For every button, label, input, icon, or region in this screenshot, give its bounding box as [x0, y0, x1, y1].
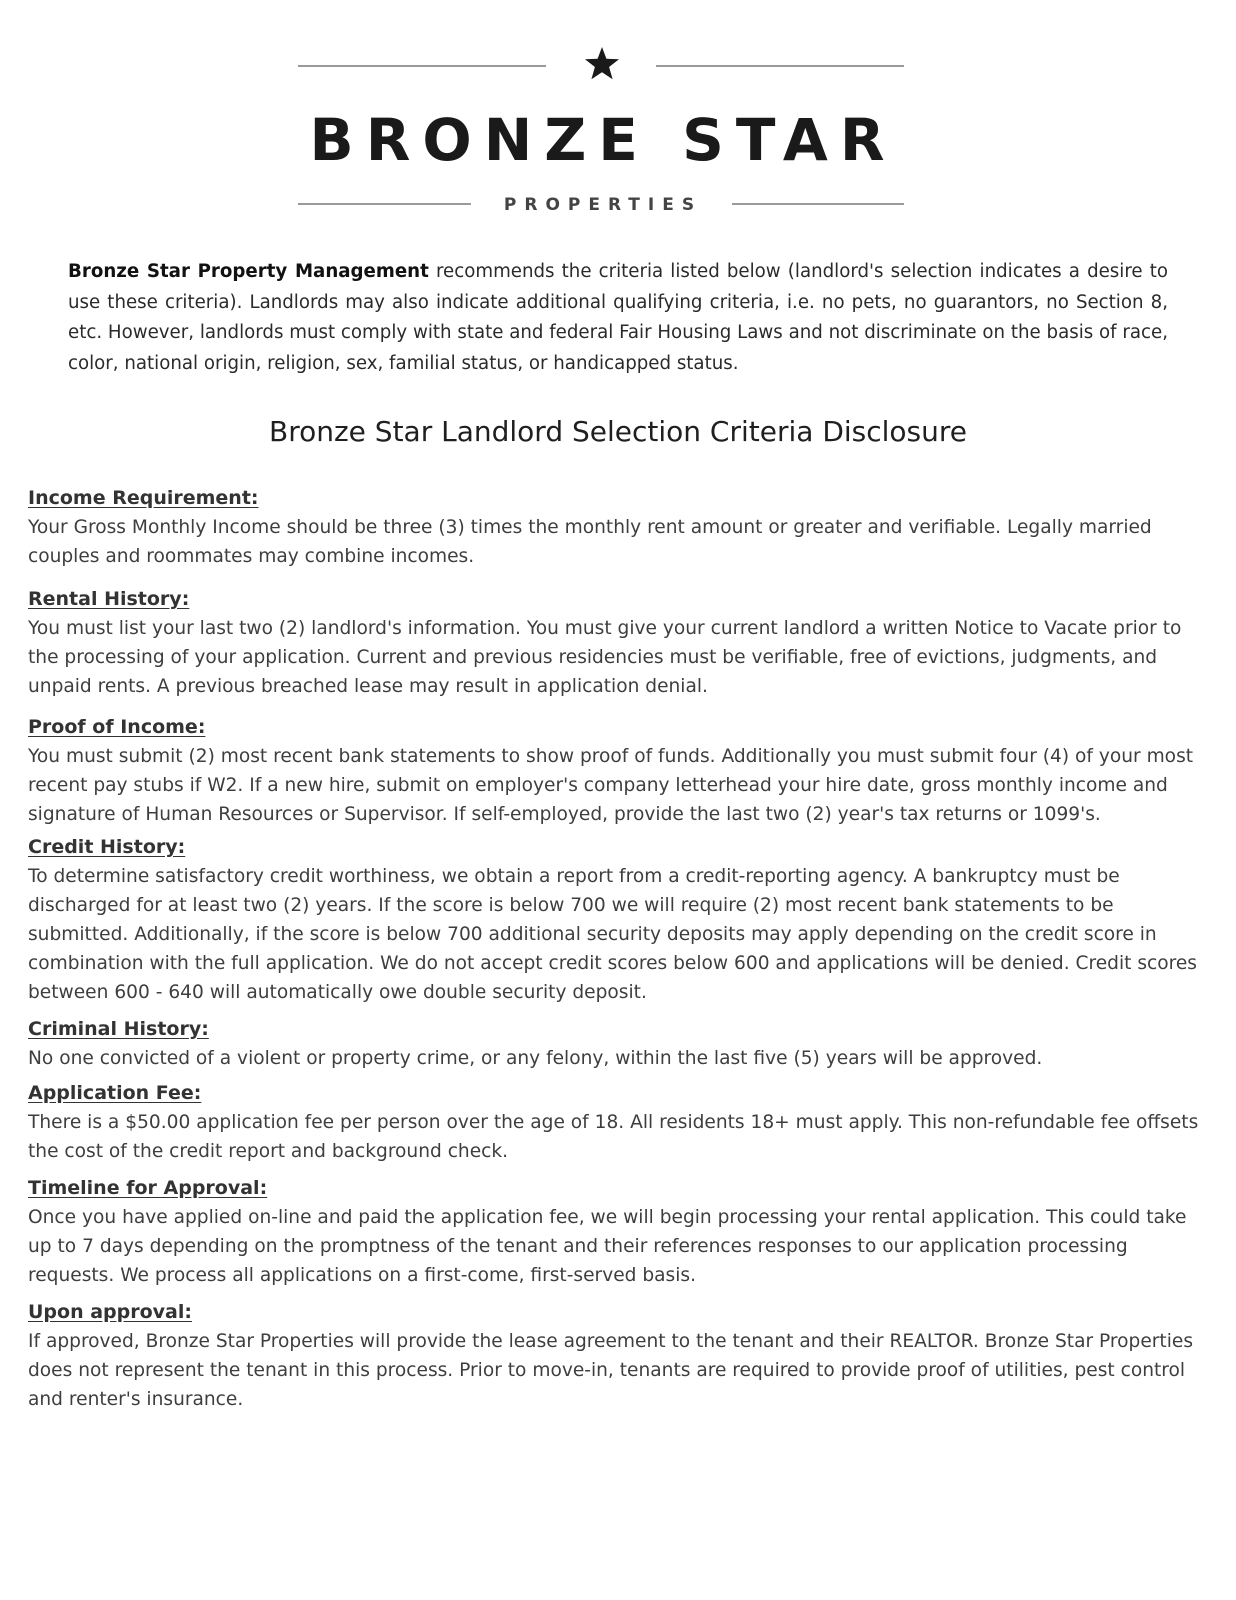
- section-body: To determine satisfactory credit worthiness, we obtain a report from a credit-reporting agency. A bankruptcy must be discharged for at least two (2) years. If the score is below 700 we will require (2) most recent bank statements to be submitted. Additionally, if the score is below 700 additional security deposits may apply depending on the credit score in combination with the full application. We do not accept credit scores below 600 and applications will be denied. Credit scores between 600 - 640 will automatically owe double security deposit.: [28, 866, 1197, 1003]
- section-credit-history: [28, 833, 1208, 1007]
- section-heading: Timeline for Approval:: [28, 1177, 268, 1199]
- section-heading: Credit History:: [28, 836, 186, 858]
- section-heading: Income Requirement:: [28, 487, 259, 509]
- logo-subtitle: PROPERTIES: [503, 195, 703, 215]
- star-icon: [584, 46, 620, 82]
- logo-rule-bottom-left: [298, 203, 471, 205]
- section-body: Once you have applied on-line and paid the application fee, we will begin processing your rental application. This could take up to 7 days depending on the promptness of the tenant and their references responses to our application processing requests. We process all applications on a first-come, first-served basis.: [28, 1207, 1187, 1286]
- section-rental-history: [28, 585, 1208, 701]
- document-title: Bronze Star Landlord Selection Criteria Disclosure: [268, 415, 968, 448]
- section-heading: Upon approval:: [28, 1301, 192, 1323]
- logo-rule-top-right: [656, 65, 904, 67]
- section-body: There is a $50.00 application fee per person over the age of 18. All residents 18+ must apply. This non-refundable fee offsets the cost of the credit report and background check.: [28, 1112, 1199, 1162]
- section-heading: Proof of Income:: [28, 716, 206, 738]
- section-criminal-history: [28, 1015, 1208, 1073]
- company-logo: [0, 0, 1236, 240]
- section-body: You must list your last two (2) landlord's information. You must give your current landlord a written Notice to Vacate prior to the processing of your application. Current and previous residencies must be verifiable, free of evictions, judgments, and unpaid rents. A previous breached lease may result in application denial.: [28, 618, 1182, 697]
- section-application-fee: [28, 1079, 1208, 1166]
- intro-company-name: Bronze Star Property Management: [68, 261, 429, 282]
- section-heading: Application Fee:: [28, 1082, 202, 1104]
- intro-paragraph: [68, 257, 1168, 379]
- section-body: No one convicted of a violent or property crime, or any felony, within the last five (5) years will be approved.: [28, 1048, 1043, 1069]
- section-heading: Rental History:: [28, 588, 190, 610]
- section-body: If approved, Bronze Star Properties will provide the lease agreement to the tenant and their REALTOR. Bronze Star Properties does not represent the tenant in this process. Prior to move-in, tenants are required to provide proof of utilities, pest control and renter's insurance.: [28, 1331, 1194, 1410]
- section-timeline-for-approval: [28, 1174, 1208, 1290]
- logo-rule-top-left: [298, 65, 546, 67]
- logo-rule-bottom-right: [732, 203, 904, 205]
- criteria-sections: [28, 484, 1208, 1414]
- intro-text: recommends the criteria listed below (landlord's selection indicates a desire to use these criteria). Landlords may also indicate additional qualifying criteria, i.e. no pets, no guarantors, no Section 8, etc. However, landlords must comply with state and federal Fair Housing Laws and not discriminate on the basis of race, color, national origin, religion, sex, familial status, or handicapped status.: [68, 261, 1168, 374]
- section-body: Your Gross Monthly Income should be three (3) times the monthly rent amount or greater and verifiable. Legally married couples and roommates may combine incomes.: [28, 517, 1152, 567]
- section-proof-of-income: [28, 713, 1208, 829]
- logo-brand-name: BRONZE STAR: [309, 106, 897, 174]
- section-body: You must submit (2) most recent bank statements to show proof of funds. Additionally you must submit four (4) of your most recent pay stubs if W2. If a new hire, submit on employer's company letterhead your hire date, gross monthly income and signature of Human Resources or Supervisor. If self-employed, provide the last two (2) year's tax returns or 1099's.: [28, 746, 1194, 825]
- section-heading: Criminal History:: [28, 1018, 209, 1040]
- section-income-requirement: [28, 484, 1208, 571]
- section-upon-approval: [28, 1298, 1208, 1414]
